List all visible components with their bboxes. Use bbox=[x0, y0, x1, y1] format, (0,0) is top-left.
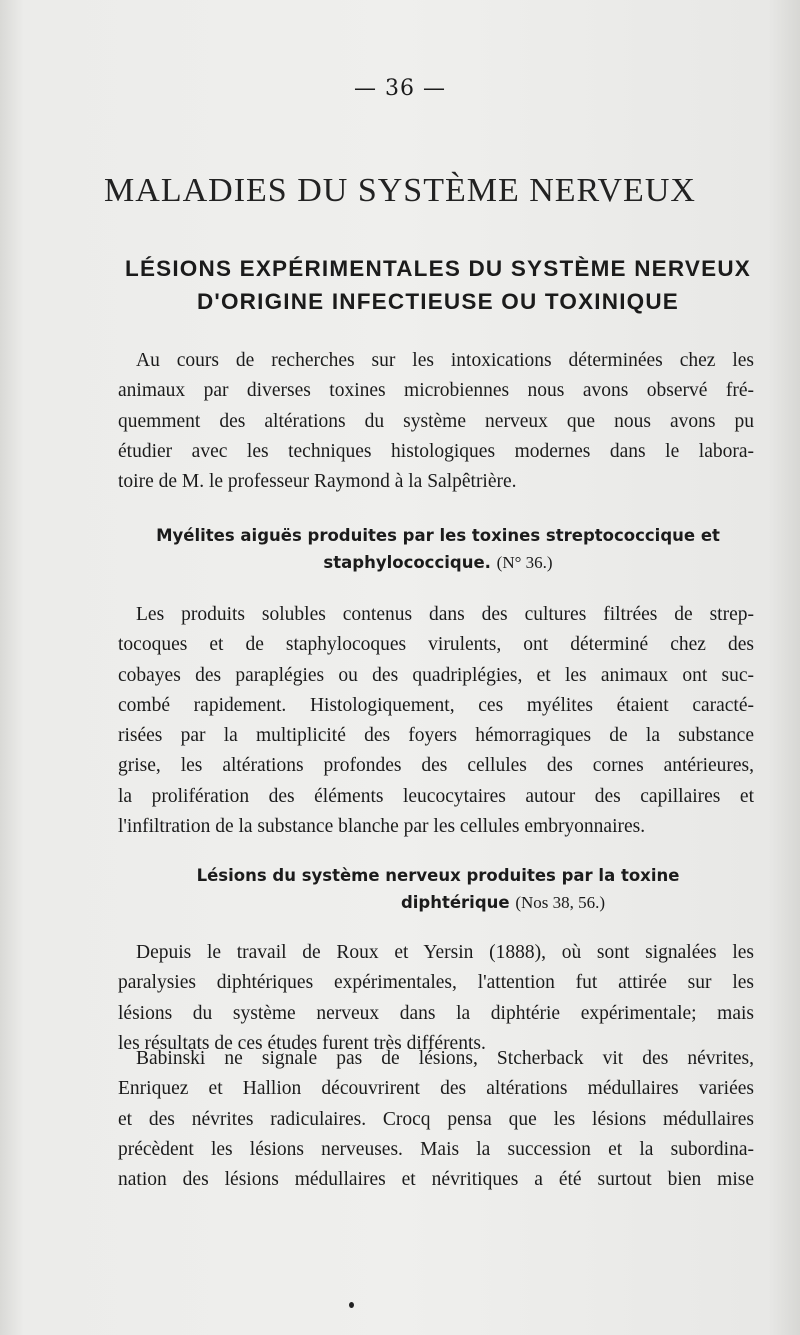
section1-line: l'infiltration de la substance blanche par les cellules embryonnaires. bbox=[118, 816, 646, 838]
intro-paragraph bbox=[118, 346, 754, 497]
section2-line: et des névrites radiculaires. Crocq pensa que les lésions médullaires bbox=[118, 1108, 754, 1130]
section2-line: les résultats de ces études furent très différents. bbox=[118, 1032, 486, 1054]
section1-line: risées par la multiplicité des foyers hémorragiques de la substance bbox=[118, 725, 754, 747]
section2-line: lésions du système nerveux dans la diphtérie expérimentale; mais bbox=[118, 1002, 754, 1024]
section2-line: Babinski ne signale pas de lésions, Stcherback vit des névrites, bbox=[136, 1048, 754, 1069]
subtitle-line-2: D'ORIGINE INFECTIEUSE OU TOXINIQUE bbox=[196, 289, 680, 314]
page-number: — 36 — bbox=[354, 76, 446, 101]
intro-line: quemment des altérations du système nerveux que nous avons pu bbox=[118, 410, 754, 432]
section1-heading-line-2: staphylococcique. bbox=[323, 553, 491, 572]
section1-paragraph bbox=[118, 600, 754, 842]
section2-line: paralysies diphtériques expérimentales, l'attention fut attirée sur les bbox=[118, 972, 754, 994]
section2-heading bbox=[118, 862, 758, 916]
section1-heading bbox=[118, 522, 758, 576]
intro-line: animaux par diverses toxines microbiennes nous avons observé fré- bbox=[118, 380, 754, 402]
intro-line: Au cours de recherches sur les intoxications déterminées chez les bbox=[136, 350, 754, 371]
section2-line: Depuis le travail de Roux et Yersin (1888), où sont signalées les bbox=[136, 942, 754, 963]
section1-line: tocoques et de staphylocoques virulents, ont déterminé chez des bbox=[118, 634, 754, 656]
section1-heading-line-1: Myélites aiguës produites par les toxines streptococcique et bbox=[156, 526, 720, 545]
section1-line: Les produits solubles contenus dans des cultures filtrées de strep- bbox=[136, 604, 754, 625]
section2-paragraph-1 bbox=[118, 938, 754, 1059]
intro-line: étudier avec les techniques histologiques modernes dans le labora- bbox=[118, 440, 754, 462]
ink-dot bbox=[349, 1302, 354, 1308]
section2-heading-line-1: Lésions du système nerveux produites par la toxine bbox=[196, 866, 680, 885]
section1-line: grise, les altérations profondes des cellules des cornes antérieures, bbox=[118, 755, 754, 777]
section1-line: cobayes des paraplégies ou des quadriplégies, et les animaux ont suc- bbox=[118, 664, 754, 686]
section-title: MALADIES DU SYSTÈME NERVEUX bbox=[104, 172, 696, 209]
subtitle-line-1: LÉSIONS EXPÉRIMENTALES DU SYSTÈME NERVEUX bbox=[125, 256, 751, 281]
section2-reference: (Nos 38, 56.) bbox=[515, 893, 606, 912]
section2-paragraph-2 bbox=[118, 1044, 754, 1195]
intro-line: toire de M. le professeur Raymond à la Salpêtrière. bbox=[118, 471, 517, 493]
section1-line: combé rapidement. Histologiquement, ces myélites étaient caracté- bbox=[118, 694, 754, 716]
section1-line: la prolifération des éléments leucocytaires autour des capillaires et bbox=[118, 785, 754, 807]
section2-line: nation des lésions médullaires et névritiques a été surtout bien mise bbox=[118, 1169, 754, 1191]
section1-reference: (N° 36.) bbox=[496, 553, 553, 572]
section2-line: Enriquez et Hallion découvrirent des altérations médullaires variées bbox=[118, 1078, 754, 1100]
section2-line: précèdent les lésions nerveuses. Mais la succession et la subordina- bbox=[118, 1138, 754, 1160]
section2-heading-line-2: diphtérique bbox=[400, 893, 510, 912]
